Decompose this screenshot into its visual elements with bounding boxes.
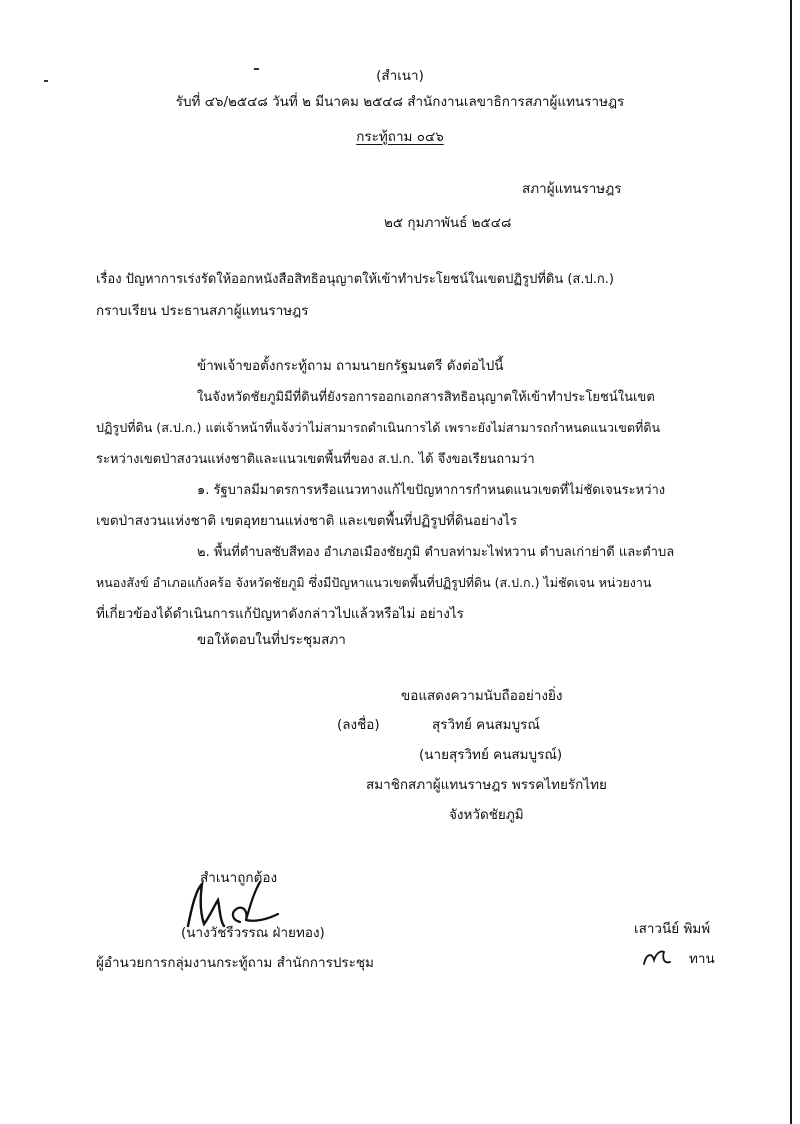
question-1-line: ๑. รัฐบาลมีมาตรการหรือแนวทางแก้ไขปัญหาการกำหนดแนวเขตที่ไม่ชัดเจนระหว่าง bbox=[197, 483, 666, 498]
intro-paragraph: ข้าพเจ้าขอตั้งกระทู้ถาม ถามนายกรัฐมนตรี ดังต่อไปนี้ bbox=[197, 358, 504, 374]
certifier-position: ผู้อำนวยการกลุ่มงานกระทู้ถาม สำนักการประชุม bbox=[96, 955, 374, 971]
signer-name: สุรวิทย์ คนสมบูรณ์ bbox=[432, 717, 540, 733]
certifier-name: (นางวัชรีวรรณ ฝ่ายทอง) bbox=[181, 925, 325, 941]
signer-name-parenthesized: (นายสุรวิทย์ คนสมบูรณ์) bbox=[419, 747, 563, 763]
paragraph-1-line: ในจังหวัดชัยภูมิมีที่ดินที่ยังรอการออกเอกสารสิทธิอนุญาตให้เข้าทำประโยชน์ในเขต bbox=[197, 390, 655, 405]
request-line: ขอให้ตอบในที่ประชุมสภา bbox=[197, 632, 346, 648]
closing-line: ขอแสดงความนับถืออย่างยิ่ง bbox=[401, 688, 563, 704]
question-2-line: หนองสังข์ อำเภอแก้งคร้อ จังหวัดชัยภูมิ ซึ่งมีปัญหาแนวเขตพื้นที่ปฏิรูปที่ดิน (ส.ป.ก.) ไม่ชัดเจน หน่วยงาน bbox=[96, 575, 652, 590]
receipt-line: รับที่ ๔๖/๒๕๔๘ วันที่ ๒ มีนาคม ๒๕๔๘ สำนักงานเลขาธิการสภาผู้แทนราษฎร bbox=[175, 94, 625, 110]
typist-name: เสาวนีย์ พิมพ์ bbox=[634, 921, 711, 937]
paragraph-1-line: ระหว่างเขตป่าสงวนแห่งชาติและแนวเขตพื้นที่ของ ส.ป.ก. ได้ จึงขอเรียนถามว่า bbox=[96, 452, 535, 467]
question-number: กระทู้ถาม ๐๔๖ bbox=[356, 129, 444, 145]
copy-label: (สำเนา) bbox=[376, 68, 424, 84]
page-edge-line bbox=[790, 0, 792, 1124]
question-1-line: เขตป่าสงวนแห่งชาติ เขตอุทยานแห่งชาติ และเขตพื้นที่ปฏิรูปที่ดินอย่างไร bbox=[96, 513, 518, 529]
question-2-line: ที่เกี่ยวข้องได้ดำเนินการแก้ปัญหาดังกล่าวไปแล้วหรือไม่ อย่างไร bbox=[96, 606, 464, 622]
signer-position: สมาชิกสภาผู้แทนราษฎร พรรคไทยรักไทย bbox=[366, 777, 607, 793]
sender-org: สภาผู้แทนราษฎร bbox=[522, 181, 622, 197]
letter-date: ๒๕ กุมภาพันธ์ ๒๕๔๘ bbox=[384, 215, 512, 231]
check-label: ทาน bbox=[689, 951, 715, 967]
certification-label: สำเนาถูกต้อง bbox=[200, 870, 278, 886]
sign-label: (ลงชื่อ) bbox=[337, 717, 380, 733]
subject-line: เรื่อง ปัญหาการเร่งรัดให้ออกหนังสือสิทธิอนุญาตให้เข้าทำประโยชน์ในเขตปฏิรูปที่ดิน (ส.ป.ก.) bbox=[96, 272, 614, 287]
initials-mark bbox=[640, 944, 674, 970]
paragraph-1-line: ปฏิรูปที่ดิน (ส.ป.ก.) แต่เจ้าหน้าที่แจ้งว่าไม่สามารถดำเนินการได้ เพราะยังไม่สามารถกำหนดแนวเขตที่ดิน bbox=[96, 420, 661, 435]
salutation: กราบเรียน ประธานสภาผู้แทนราษฎร bbox=[96, 303, 309, 319]
question-2-line: ๒. พื้นที่ตำบลซับสีทอง อำเภอเมืองชัยภูมิ ตำบลท่ามะไฟหวาน ตำบลเก่าย่าดี และตำบล bbox=[197, 545, 675, 560]
signer-province: จังหวัดชัยภูมิ bbox=[449, 807, 524, 823]
